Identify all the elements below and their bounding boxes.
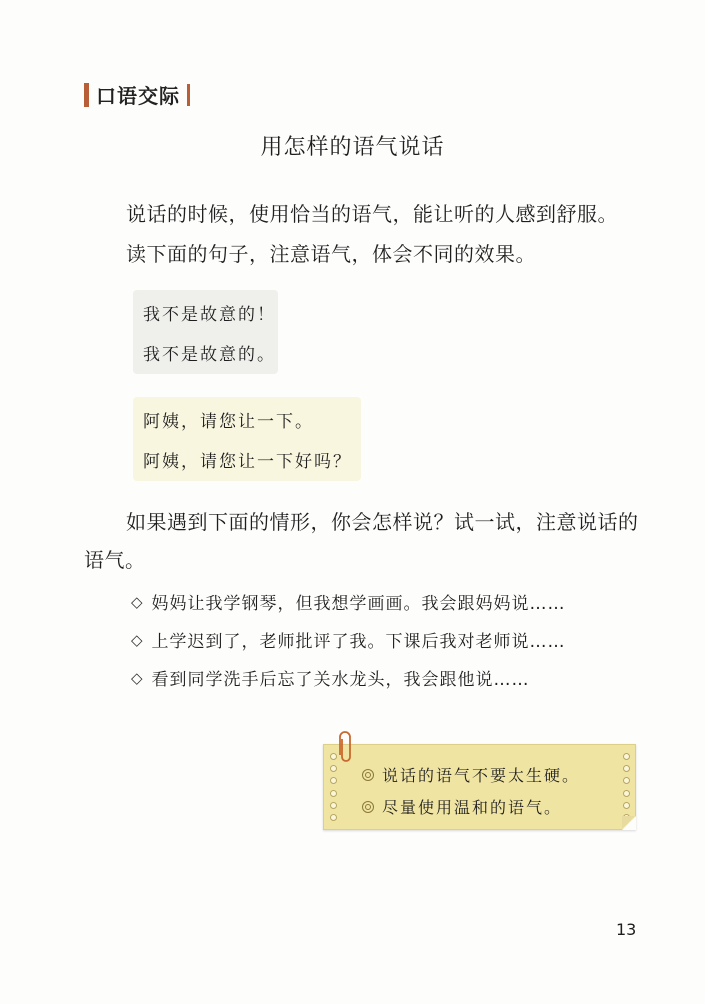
section-tag-bar-left (84, 83, 89, 107)
example-sentence: 阿姨，请您让一下。 (143, 412, 314, 432)
example-sentence: 我不是故意的！ (143, 305, 276, 325)
tip-text: 尽量使用温和的语气。 (382, 798, 563, 817)
scenario-item (131, 589, 566, 614)
diamond-bullet-icon: ◇ (131, 592, 144, 611)
note-punch-holes-right (623, 753, 629, 821)
tip-item (362, 795, 562, 818)
double-circle-bullet-icon (362, 769, 374, 781)
scenario-item (131, 665, 530, 690)
scenario-item (131, 627, 566, 652)
intro-line-2: 读下面的句子，注意语气，体会不同的效果。 (126, 242, 536, 266)
diamond-bullet-icon: ◇ (131, 668, 144, 687)
scenario-text: 看到同学洗手后忘了关水龙头，我会跟他说…… (151, 670, 530, 690)
section-tag (84, 80, 190, 109)
page-number: 13 (616, 920, 637, 939)
example-box-gray (133, 290, 278, 374)
section-tag-label: 口语交际 (96, 84, 180, 108)
example-sentence: 我不是故意的。 (143, 345, 276, 365)
tip-text: 说话的语气不要太生硬。 (382, 766, 581, 785)
double-circle-bullet-icon (362, 801, 374, 813)
paperclip-icon (338, 731, 352, 765)
scenario-text: 上学迟到了，老师批评了我。下课后我对老师说…… (151, 632, 566, 652)
prompt-paragraph: 如果遇到下面的情形，你会怎样说？试一试，注意说话的语气。 (84, 510, 639, 572)
example-box-yellow (133, 397, 361, 481)
tips-note-card (323, 744, 636, 830)
note-punch-holes-left (330, 753, 336, 821)
scenario-text: 妈妈让我学钢琴，但我想学画画。我会跟妈妈说…… (151, 594, 566, 614)
tip-item (362, 763, 580, 786)
example-sentence: 阿姨，请您让一下好吗？ (143, 452, 352, 472)
lesson-title: 用怎样的语气说话 (260, 135, 445, 160)
intro-line-1: 说话的时候，使用恰当的语气，能让听的人感到舒服。 (126, 202, 618, 226)
section-tag-bar-right (187, 84, 190, 106)
diamond-bullet-icon: ◇ (131, 630, 144, 649)
